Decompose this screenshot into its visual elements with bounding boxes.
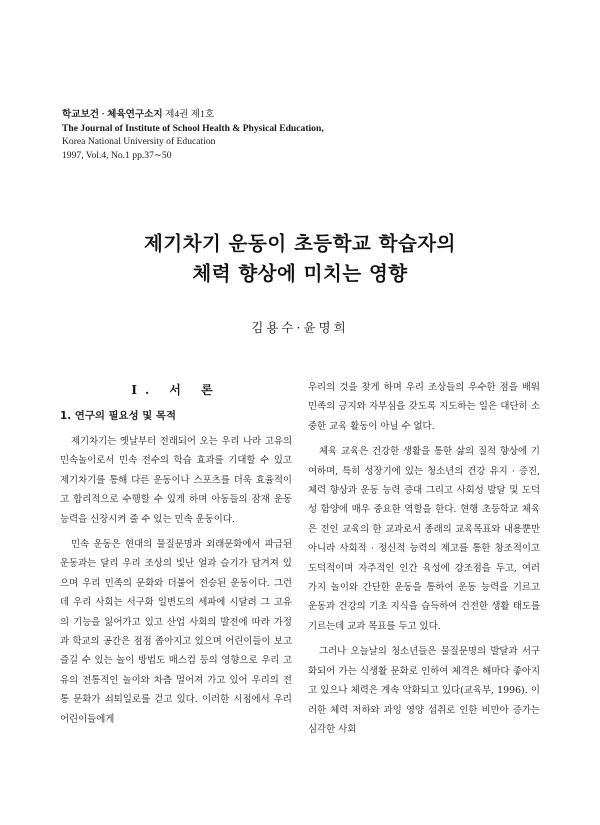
journal-info xyxy=(62,108,532,162)
subsection-heading: 1. 연구의 필요성 및 목적 xyxy=(60,410,176,422)
paragraph: 체육 교육은 건강한 생활을 통한 삶의 질적 향상에 기여하며, 특히 성장기에 있는 청소년의 건강 유지 · 증진, 체력 향상과 운동 능력 증대 그리고 사회성 발달 및 도덕성 함양에 매우 중요한 역할을 한다. 현행 초등학교 체육은 전인 교육의 한 교과로서 종래의 교육목표와 내용뿐만 아니라 사회적 · 정신적 능력의 제고를 통한 창조적이고 도덕적이며 자주적인 인간 육성에 강조점을 두고, 여러 가지 놀이와 간단한 운동을 통하여 운동 능력을 기르고 운동과 건강의 기초 지식을 습득하여 건전한 생활 태도를 기르는데 교과 목표를 두고 있다. xyxy=(308,446,540,632)
journal-citation: 1997, Vol.4, No.1 pp.37∼50 xyxy=(62,149,172,161)
journal-korean-name: 학교보건 · 체육연구소지 xyxy=(62,109,163,120)
journal-english-name: The Journal of Institute of School Health & Physical Education, xyxy=(62,122,324,134)
paragraph: 민속 운동은 현대의 물질문명과 외래문화에서 파급된 운동과는 달리 우리 조상의 빛난 얼과 슬기가 담겨져 있으며 우리 민족의 문화와 더불어 전승된 운동이다. 그런데 우리 사회는 서구화 일변도의 세파에 시달려 그 고유의 기능을 잃어가고 있고 산업 사회의 발전에 따라 가정과 학교의 공간은 점점 좁아지고 있으며 어린이들이 보고 즐길 수 있는 놀이 방법도 매스컴 등의 영향으로 우리 고유의 전통적인 놀이와 차츰 멀어져 가고 있어 우리의 전통 문화가 쇠퇴일로를 걷고 있다. 이러한 시점에서 우리 어린이들에게 xyxy=(60,539,292,725)
journal-korean-line xyxy=(62,108,532,122)
paragraph: 우리의 것을 찾게 하며 우리 조상들의 우수한 점을 배워 민족의 긍지와 자부심을 갖도록 지도하는 일은 대단히 소중한 교육 활동이 아닐 수 없다. xyxy=(308,382,540,432)
paper-title-line-2: 체력 향상에 미치는 영향 xyxy=(192,262,408,285)
paper-title-line-1: 제기차기 운동이 초등학교 학습자의 xyxy=(144,232,456,255)
journal-volume-korean: 제4권 제1호 xyxy=(162,109,215,120)
paragraph: 제기차기는 옛날부터 전래되어 오는 우리 나라 고유의 민속놀이로서 민속 전수의 학습 효과를 기대할 수 있고 제기차기를 통해 다른 운동이나 스포츠를 더욱 효율적이고 합리적으로 수행할 수 있게 하며 아동들의 잠재 운동 능력을 신장시켜 줄 수 있는 민속 운동이다. xyxy=(60,436,292,525)
left-column xyxy=(60,380,292,729)
paragraph: 그러나 오늘날의 청소년들은 물질문명의 발달과 서구화되어 가는 식생활 문화로 인하여 체격은 해마다 좋아지고 있으나 체력은 계속 악화되고 있다(교육부, 1996). 이러한 체력 저하와 과잉 영양 섭취로 인한 비만아 증가는 심각한 사회 xyxy=(308,646,540,735)
section-heading: I. 서 론 xyxy=(131,383,221,397)
right-column xyxy=(308,378,540,739)
journal-university: Korea National University of Education xyxy=(62,136,216,147)
paper-authors: 김용수·윤명희 xyxy=(251,320,349,335)
